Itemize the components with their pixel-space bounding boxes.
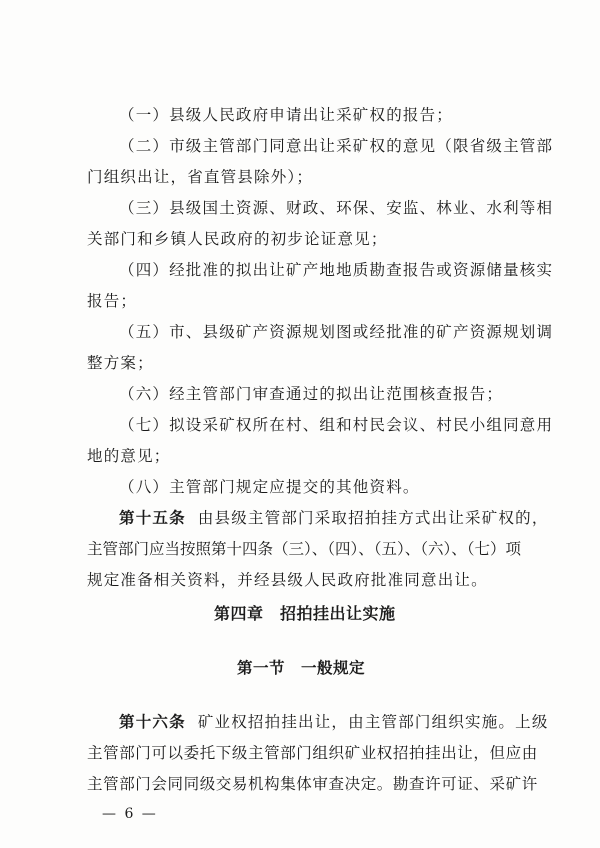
chapter-title: 第四章 招拍挂出让实施 (214, 604, 396, 623)
item-5-line-1: （五）市、县级矿产资源规划图或经批准的矿产资源规划调 (119, 323, 554, 341)
item-8: （八）主管部门规定应提交的其他资料。 (119, 478, 420, 496)
article-15-line-1 (119, 508, 549, 528)
item-2-line-2: 门组织出让，省直管县除外）； (87, 168, 314, 186)
item-5-line-2: 整方案； (87, 354, 154, 372)
article-15-label: 第十五条 (119, 508, 186, 527)
item-7-line-1: （七）拟设采矿权所在村、组和村民会议、村民小组同意用 (119, 416, 554, 434)
item-4-line-2: 报告； (87, 292, 138, 310)
item-3-line-1: （三）县级国土资源、财政、环保、安监、林业、水利等相 (119, 199, 554, 217)
article-15-line-3: 规定准备相关资料，并经县级人民政府批准同意出让。 (87, 571, 488, 589)
item-6: （六）经主管部门审查通过的拟出让范围核查报告； (119, 385, 504, 403)
article-15-text-1: 由县级主管部门采取招拍挂方式出让采矿权的， (197, 509, 549, 527)
item-2-line-1: （二）市级主管部门同意出让采矿权的意见（限省级主管部 (119, 137, 554, 155)
article-16-text-1: 矿业权招拍挂出让，由主管部门组织实施。上级 (197, 713, 549, 731)
article-16-line-2: 主管部门可以委托下级主管部门组织矿业权招拍挂出让，但应由 (87, 744, 538, 762)
article-16-label: 第十六条 (119, 712, 186, 731)
item-7-line-2: 地的意见； (87, 447, 171, 465)
section-title: 第一节 一般规定 (237, 658, 366, 677)
item-1: （一）县级人民政府申请出让采矿权的报告； (119, 106, 454, 124)
item-4-line-1: （四）经批准的拟出让矿产地地质勘查报告或资源储量核实 (119, 261, 554, 279)
article-16-line-1 (119, 712, 549, 732)
item-3-line-2: 关部门和乡镇人民政府的初步论证意见； (87, 230, 388, 248)
article-16-line-3: 主管部门会同同级交易机构集体审查决定。勘查许可证、采矿许 (87, 775, 538, 793)
page-number: — 6 — (102, 806, 158, 822)
article-15-line-2: 主管部门应当按照第十四条（三）、（四）、（五）、（六）、（七）项 (87, 540, 522, 558)
